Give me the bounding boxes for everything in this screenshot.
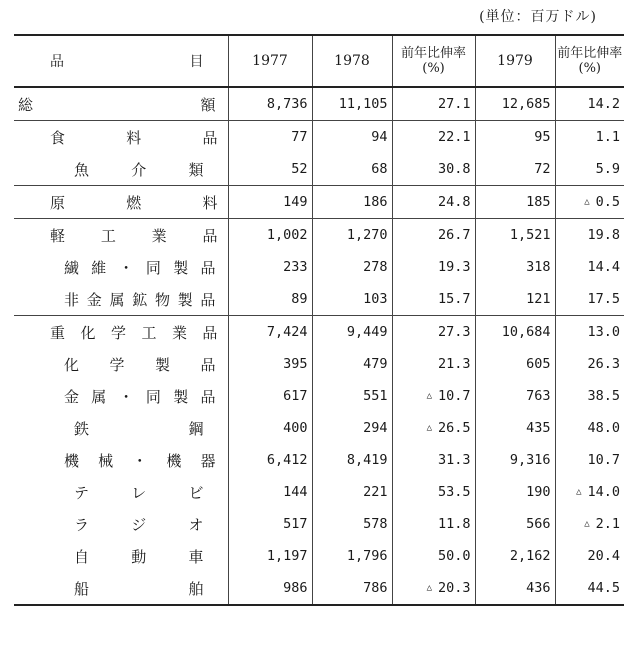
value-1977 [228,508,312,540]
value-1979-text: 566 [526,516,551,532]
table-row [14,87,624,121]
value-1979 [475,121,555,154]
value-1979 [475,412,555,444]
row-label-char: 魚 [74,160,90,179]
value-1979-text: 2,162 [509,548,551,564]
value-1977-text: 617 [283,388,308,404]
ratio-1979 [555,572,624,605]
ratio-1978-text: 10.7 [437,388,471,404]
table-row [14,412,624,444]
ratio-1978 [392,153,475,186]
ratio-1979-text: 13.0 [587,324,620,340]
ratio-1978-text: 21.3 [437,356,471,372]
ratio-1978 [392,540,475,572]
table-row [14,283,624,316]
ratio-1979-text: 1.1 [595,129,620,145]
ratio-1978 [392,316,475,349]
row-label-char: 額 [200,95,216,114]
value-1979 [475,153,555,186]
row-label-char: 同 [145,258,161,277]
header-1977: 1977 [228,35,312,87]
row-label-char: 金 [64,387,80,406]
row-label-char: ・ [118,258,134,277]
value-1979-text: 185 [526,194,551,210]
header-item-char: 目 [189,54,204,70]
row-label-char: 品 [200,258,216,277]
value-1977-text: 517 [283,516,308,532]
ratio-1978-text: 26.5 [437,420,471,436]
value-1979-text: 1,521 [509,227,551,243]
ratio-1978-text: 20.3 [437,580,471,596]
ratio-1979 [555,251,624,283]
row-label-char: 品 [200,387,216,406]
ratio-1979-text: 5.9 [595,161,620,177]
ratio-1979-text: 38.5 [587,388,620,404]
ratio-1979-text: 2.1 [595,516,620,532]
ratio-1978 [392,572,475,605]
table-row [14,540,624,572]
negative-triangle-icon: △ [584,519,590,529]
row-label-chars [14,354,228,375]
value-1978-text: 479 [363,356,388,372]
ratio-1979-text: 14.4 [587,259,620,275]
row-label-char: 品 [202,128,218,147]
value-1977-text: 233 [283,259,308,275]
value-1978-text: 1,796 [346,548,388,564]
value-1977-text: 149 [283,194,308,210]
value-1978 [312,316,392,349]
value-1977 [228,219,312,252]
header-ratio-1978-line1: 前年比伸率 [400,46,466,61]
value-1979 [475,251,555,283]
ratio-1979-text: 14.0 [587,484,620,500]
value-1978 [312,219,392,252]
row-label-char: 類 [188,160,204,179]
ratio-1979 [555,87,624,121]
value-1977 [228,251,312,283]
row-label-char: 品 [200,290,216,309]
ratio-1978 [392,251,475,283]
row-label-char: ・ [132,451,148,470]
ratio-1979 [555,476,624,508]
value-1977-text: 986 [283,580,308,596]
value-1979 [475,316,555,349]
row-label-char: 製 [177,290,193,309]
value-1978-text: 294 [363,420,388,436]
value-1978 [312,540,392,572]
value-1979 [475,283,555,316]
row-label-char: 製 [173,387,189,406]
ratio-1979-text: 44.5 [587,580,620,596]
row-label-char: 工 [141,323,157,342]
ratio-1978-text: 11.8 [437,516,471,532]
ratio-1978-text: 27.3 [437,324,471,340]
ratio-1978 [392,444,475,476]
value-1979 [475,380,555,412]
row-label [14,186,228,219]
row-label-char: 化 [80,323,96,342]
value-1978-text: 786 [363,580,388,596]
row-label-char: 学 [109,355,125,374]
ratio-1979 [555,316,624,349]
row-label-char: 業 [151,226,167,245]
row-label-chars [14,514,228,535]
row-label-chars [14,225,228,246]
table-row [14,186,624,219]
row-label-char: 車 [188,547,204,566]
value-1978-text: 1,270 [346,227,388,243]
value-1977 [228,283,312,316]
ratio-1979-text: 20.4 [587,548,620,564]
row-label-char: ビ [188,483,204,502]
row-label-char: レ [131,483,147,502]
ratio-1979-text: 17.5 [587,291,620,307]
value-1977-text: 77 [291,129,308,145]
row-label-char: 械 [98,451,114,470]
value-1978 [312,186,392,219]
table-row [14,121,624,154]
header-item [14,35,228,87]
row-label-char: 品 [202,323,218,342]
row-label-char: 非 [64,290,80,309]
row-label [14,316,228,349]
value-1979-text: 72 [534,161,551,177]
row-label-char: 燃 [126,193,142,212]
value-1979 [475,508,555,540]
ratio-1978 [392,380,475,412]
table-row [14,219,624,252]
row-label-char: 料 [202,193,218,212]
row-label-char: ラ [74,515,90,534]
ratio-1979 [555,283,624,316]
value-1978-text: 8,419 [346,452,388,468]
ratio-1978-text: 24.8 [437,194,471,210]
row-label-char: 料 [126,128,142,147]
row-label-char: オ [188,515,204,534]
row-label-char: 化 [64,355,80,374]
export-table [14,34,624,606]
value-1978 [312,508,392,540]
row-label [14,540,228,572]
header-ratio-1979-line1: 前年比伸率 [557,46,623,61]
ratio-1978 [392,283,475,316]
row-label-chars [14,386,228,407]
ratio-1978 [392,87,475,121]
value-1978-text: 103 [363,291,388,307]
table-row [14,251,624,283]
row-label-char: 鉱 [132,290,148,309]
ratio-1978 [392,412,475,444]
table-row [14,348,624,380]
value-1977-text: 7,424 [266,324,308,340]
ratio-1979 [555,153,624,186]
row-label [14,412,228,444]
table-row [14,476,624,508]
value-1978-text: 94 [371,129,388,145]
ratio-1979 [555,540,624,572]
negative-triangle-icon: △ [576,487,582,497]
row-label [14,251,228,283]
row-label [14,508,228,540]
value-1979-text: 95 [534,129,551,145]
value-1978 [312,153,392,186]
value-1978 [312,251,392,283]
value-1979-text: 763 [526,388,551,404]
value-1977 [228,348,312,380]
value-1978-text: 551 [363,388,388,404]
value-1977 [228,121,312,154]
value-1977-text: 1,197 [266,548,308,564]
value-1979 [475,219,555,252]
value-1978-text: 221 [363,484,388,500]
row-label-char: 学 [110,323,126,342]
value-1977 [228,153,312,186]
value-1977 [228,412,312,444]
row-label-char: 自 [74,547,90,566]
row-label-char: 維 [91,258,107,277]
ratio-1978 [392,121,475,154]
row-label-char: 製 [154,355,170,374]
ratio-1978-text: 22.1 [437,129,471,145]
row-label [14,572,228,605]
value-1977 [228,476,312,508]
value-1979-text: 10,684 [501,324,551,340]
row-label-char: 品 [202,226,218,245]
row-label-char: 属 [109,290,125,309]
ratio-1978 [392,508,475,540]
value-1977 [228,444,312,476]
value-1979 [475,540,555,572]
table-body [14,87,624,605]
ratio-1979-text: 10.7 [587,452,620,468]
table-row [14,444,624,476]
row-label-chars [14,322,228,343]
value-1977-text: 1,002 [266,227,308,243]
negative-triangle-icon: △ [426,583,432,593]
value-1977 [228,316,312,349]
row-label-char: 器 [200,451,216,470]
value-1977 [228,380,312,412]
value-1978 [312,121,392,154]
value-1978 [312,283,392,316]
header-item-char: 品 [50,54,64,70]
value-1978-text: 186 [363,194,388,210]
row-label-char: 品 [200,355,216,374]
header-1979: 1979 [475,35,555,87]
value-1977-text: 395 [283,356,308,372]
ratio-1978-text: 27.1 [437,96,471,112]
value-1978 [312,444,392,476]
value-1978-text: 68 [371,161,388,177]
value-1979 [475,444,555,476]
row-label-chars [14,159,228,180]
value-1978 [312,348,392,380]
ratio-1979-text: 48.0 [587,420,620,436]
header-1978: 1978 [312,35,392,87]
row-label [14,348,228,380]
table-row [14,153,624,186]
row-label [14,444,228,476]
ratio-1979 [555,444,624,476]
row-label-char: 物 [154,290,170,309]
row-label-char: 船 [74,579,90,598]
value-1977 [228,186,312,219]
row-label-char: 食 [50,128,66,147]
value-1979-text: 435 [526,420,551,436]
ratio-1979-text: 19.8 [587,227,620,243]
value-1979 [475,186,555,219]
row-label-chars [14,289,228,310]
row-label-char: 繊 [64,258,80,277]
row-label [14,476,228,508]
ratio-1978 [392,476,475,508]
row-label-chars [14,94,228,115]
negative-triangle-icon: △ [584,197,590,207]
value-1977-text: 8,736 [266,96,308,112]
ratio-1978-text: 26.7 [437,227,471,243]
value-1979-text: 318 [526,259,551,275]
value-1977 [228,540,312,572]
row-label-char: 金 [86,290,102,309]
row-label-char: 介 [131,160,147,179]
row-label-char: 軽 [50,226,66,245]
row-label-char: 属 [91,387,107,406]
header-ratio-1978 [392,35,475,87]
value-1977-text: 144 [283,484,308,500]
row-label-char: ジ [131,515,147,534]
ratio-1979 [555,412,624,444]
row-label-chars [14,127,228,148]
row-label-char: 原 [50,193,66,212]
ratio-1979 [555,348,624,380]
ratio-1978-text: 31.3 [437,452,471,468]
ratio-1979 [555,121,624,154]
ratio-1978-text: 53.5 [437,484,471,500]
row-label-char: 製 [173,258,189,277]
row-label-chars [14,546,228,567]
value-1979-text: 190 [526,484,551,500]
row-label-chars [14,482,228,503]
value-1979 [475,572,555,605]
ratio-1979 [555,508,624,540]
value-1978-text: 278 [363,259,388,275]
value-1979-text: 121 [526,291,551,307]
value-1978 [312,87,392,121]
row-label [14,121,228,154]
row-label [14,87,228,121]
row-label-char: 舶 [188,579,204,598]
row-label-char: 動 [131,547,147,566]
row-label-char: 業 [171,323,187,342]
value-1977-text: 400 [283,420,308,436]
ratio-1978-text: 30.8 [437,161,471,177]
row-label-char: ・ [118,387,134,406]
value-1978-text: 9,449 [346,324,388,340]
ratio-1978 [392,186,475,219]
negative-triangle-icon: △ [426,423,432,433]
value-1977-text: 89 [291,291,308,307]
row-label-char: 鉄 [74,419,90,438]
value-1978 [312,412,392,444]
row-label-char: 機 [166,451,182,470]
value-1979-text: 9,316 [509,452,551,468]
ratio-1979 [555,380,624,412]
value-1978-text: 578 [363,516,388,532]
ratio-1979 [555,186,624,219]
ratio-1979-text: 26.3 [587,356,620,372]
value-1978 [312,572,392,605]
row-label [14,219,228,252]
ratio-1979-text: 0.5 [595,194,620,210]
header-ratio-1978-line2: (%) [422,61,445,76]
ratio-1978-text: 19.3 [437,259,471,275]
row-label [14,153,228,186]
row-label-char: 総 [18,95,34,114]
unit-label: (単位：百万ドル) [479,9,597,25]
ratio-1978 [392,348,475,380]
row-label-chars [14,418,228,439]
row-label-char: 同 [145,387,161,406]
ratio-1979-text: 14.2 [587,96,620,112]
row-label-char: 工 [100,226,116,245]
value-1978 [312,476,392,508]
row-label [14,380,228,412]
value-1979 [475,348,555,380]
value-1977-text: 6,412 [266,452,308,468]
value-1979-text: 605 [526,356,551,372]
ratio-1978 [392,219,475,252]
table-row [14,380,624,412]
value-1979 [475,476,555,508]
value-1977 [228,87,312,121]
value-1979 [475,87,555,121]
row-label-chars [14,578,228,599]
value-1978-text: 11,105 [338,96,388,112]
header-ratio-1979-line2: (%) [578,61,601,76]
row-label [14,283,228,316]
ratio-1978-text: 50.0 [437,548,471,564]
ratio-1978-text: 15.7 [437,291,471,307]
row-label-char: 鋼 [188,419,204,438]
ratio-1979 [555,219,624,252]
row-label-char: 重 [50,323,66,342]
negative-triangle-icon: △ [426,391,432,401]
value-1978 [312,380,392,412]
table-row [14,572,624,605]
row-label-char: テ [74,483,90,502]
row-label-chars [14,450,228,471]
table-row [14,316,624,349]
table-row [14,508,624,540]
row-label-chars [14,257,228,278]
value-1977-text: 52 [291,161,308,177]
row-label-chars [14,192,228,213]
row-label-char: 機 [64,451,80,470]
value-1979-text: 12,685 [501,96,551,112]
header-row [14,35,624,87]
header-ratio-1979 [555,35,624,87]
value-1977 [228,572,312,605]
value-1979-text: 436 [526,580,551,596]
